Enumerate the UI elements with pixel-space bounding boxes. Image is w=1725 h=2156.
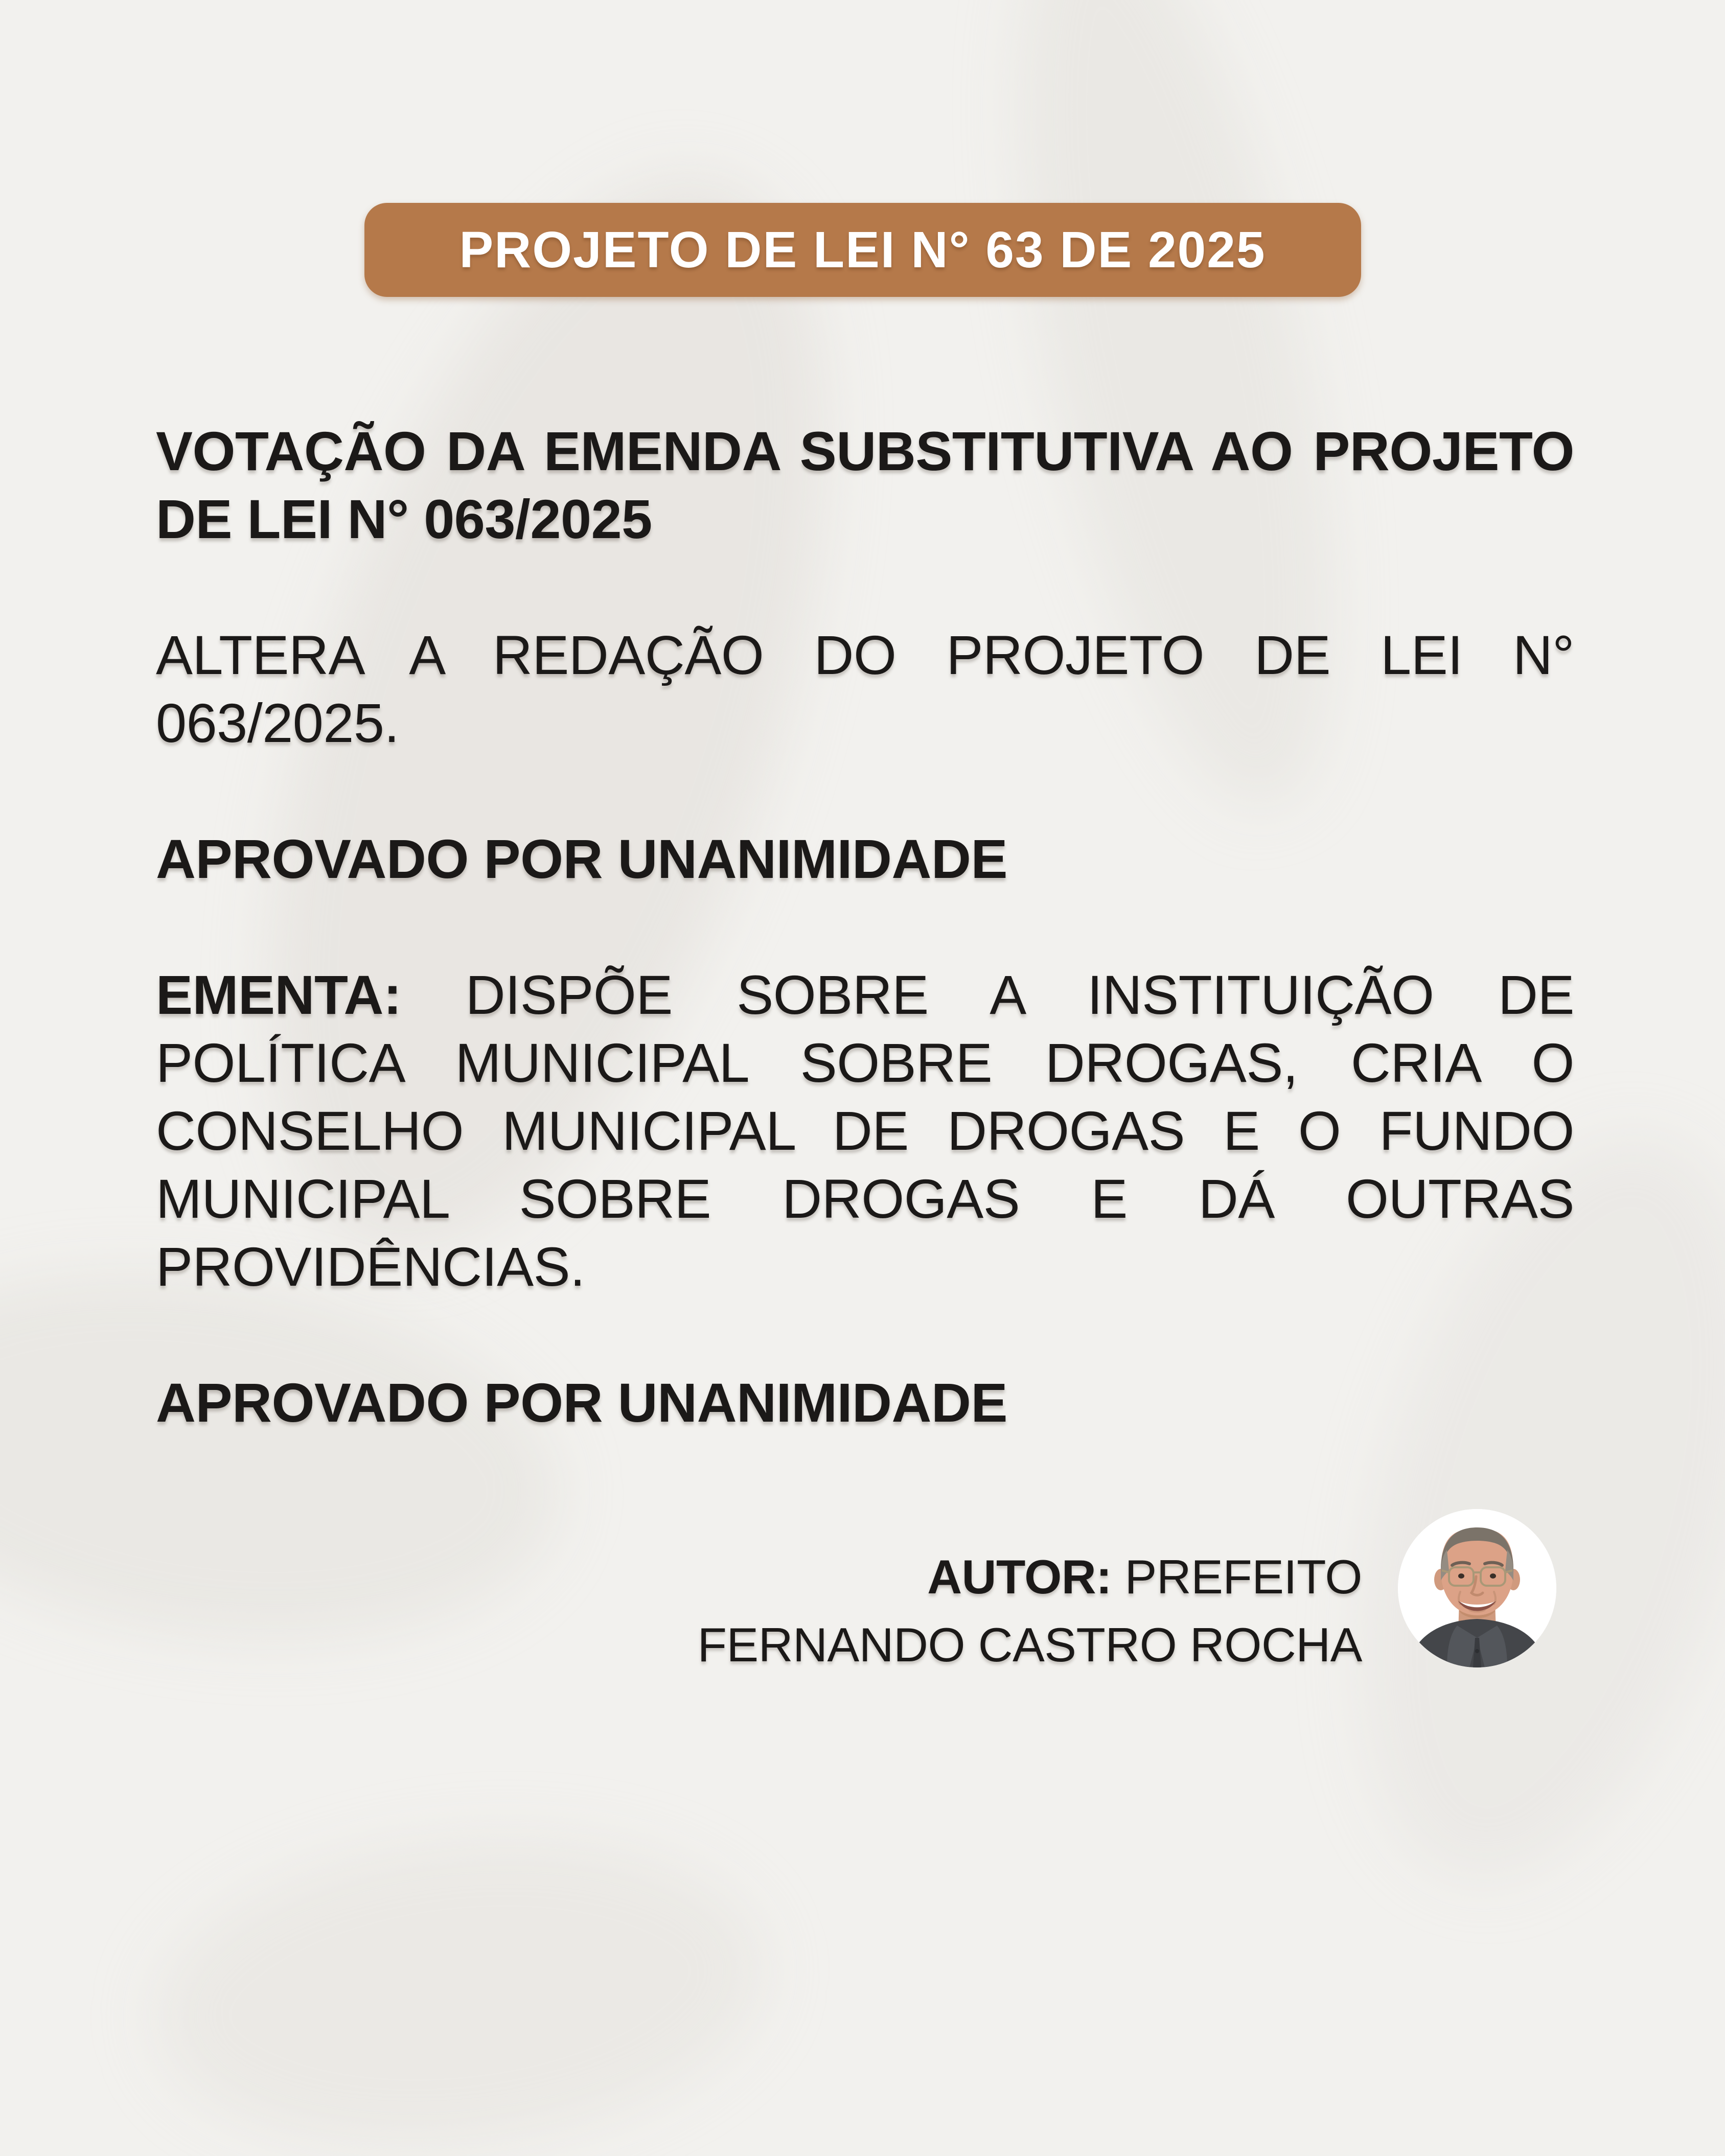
aprovado-paragraph-1: APROVADO POR UNANIMIDADE <box>156 828 1008 890</box>
marble-vein <box>139 1809 781 2156</box>
altera-paragraph: ALTERA A REDAÇÃO DO PROJETO DE LEI N° 063/2025. <box>156 624 1574 754</box>
title-badge <box>364 203 1361 297</box>
ementa-paragraph <box>156 961 1574 1301</box>
body-text <box>156 417 1574 1504</box>
author-block <box>156 1543 1362 1679</box>
title-badge-label: PROJETO DE LEI N° 63 DE 2025 <box>459 221 1266 279</box>
ementa-lead: EMENTA: <box>156 964 402 1026</box>
author-role: PREFEITO <box>1124 1550 1362 1604</box>
author-photo <box>1398 1509 1556 1667</box>
votacao-paragraph: VOTAÇÃO DA EMENDA SUBSTITUTIVA AO PROJETO DE LEI N° 063/2025 <box>156 420 1574 550</box>
ementa-text: DISPÕE SOBRE A INSTITUIÇÃO DE POLÍTICA MUNICIPAL SOBRE DROGAS, CRIA O CONSELHO MUNICIPAL DE DROGAS E O FUNDO MUNICIPAL SOBRE DROGAS E DÁ OUTRAS PROVIDÊNCIAS. <box>156 964 1575 1297</box>
author-label: AUTOR: <box>927 1550 1112 1604</box>
aprovado-paragraph-2: APROVADO POR UNANIMIDADE <box>156 1372 1008 1433</box>
portrait-illustration <box>1398 1509 1556 1667</box>
author-name: FERNANDO CASTRO ROCHA <box>697 1618 1362 1672</box>
